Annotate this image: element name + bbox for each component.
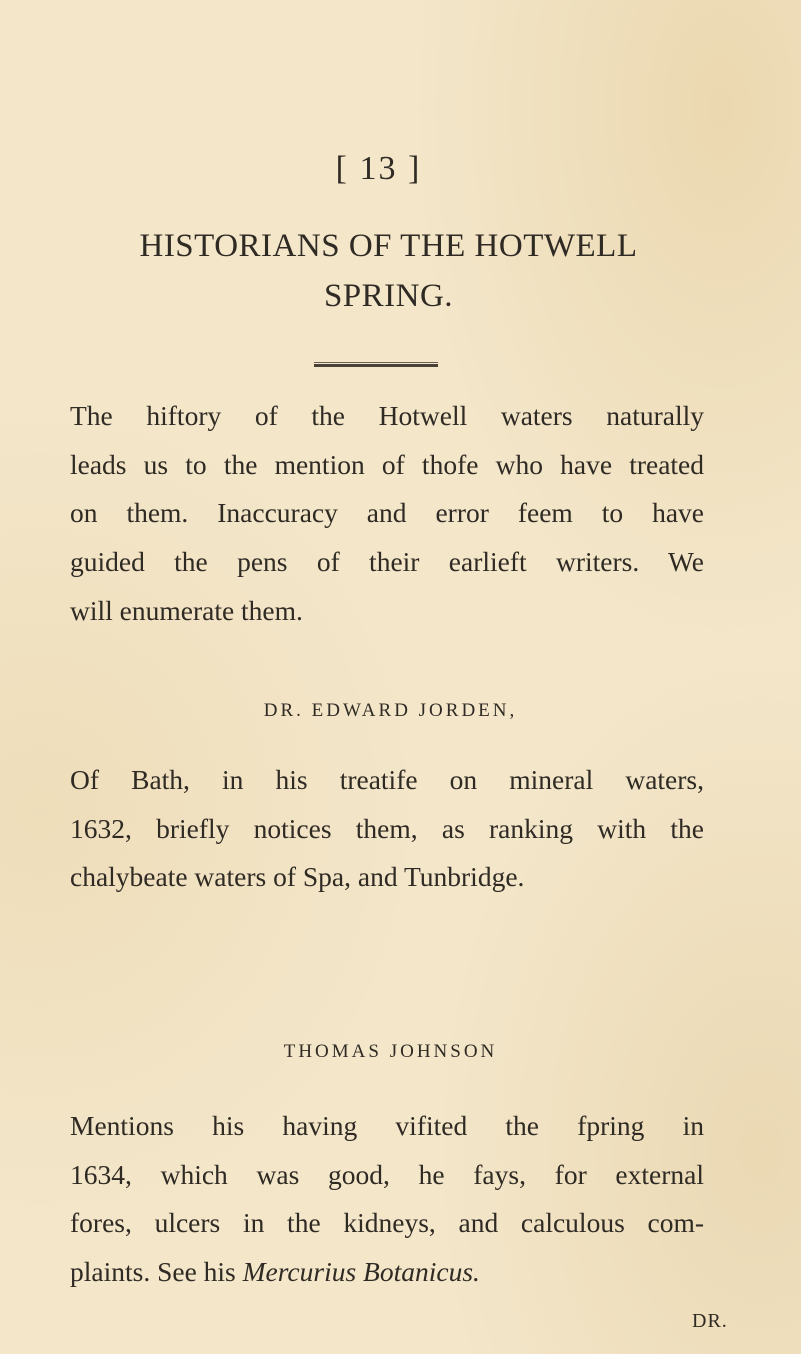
- chapter-title-line-1: HISTORIANS OF THE HOTWELL: [139, 228, 638, 264]
- text-line: fores, ulcers in the kidneys, and calculous com-: [70, 1207, 704, 1239]
- paragraph-jorden: [70, 756, 704, 902]
- paragraph-johnson: [70, 1102, 704, 1297]
- text-line: guided the pens of their earlieft writers. We: [70, 546, 704, 578]
- chapter-title-line-2: SPRING.: [323, 278, 454, 314]
- text-fragment: plaints. See his: [70, 1256, 243, 1288]
- text-line: The hiftory of the Hotwell waters naturally: [70, 400, 704, 431]
- text-line: on them. Inaccuracy and error feem to have: [70, 497, 704, 529]
- page-number: [ 13 ]: [335, 150, 422, 187]
- text-line: Of Bath, in his treatife on mineral waters,: [70, 764, 704, 795]
- section-heading-johnson: THOMAS JOHNSON: [283, 1041, 498, 1062]
- text-line: Mentions his having vifited the fpring in: [70, 1110, 704, 1141]
- catchword: DR.: [692, 1310, 728, 1332]
- section-heading-jorden: DR. EDWARD JORDEN,: [263, 700, 518, 721]
- ornamental-rule: [314, 364, 438, 367]
- book-title: Mercurius Botanicus.: [242, 1256, 480, 1288]
- text-line: 1634, which was good, he fays, for external: [70, 1158, 704, 1190]
- text-line: will enumerate them.: [70, 594, 303, 626]
- text-line: chalybeate waters of Spa, and Tunbridge.: [70, 861, 525, 893]
- paragraph-intro: [70, 392, 704, 636]
- text-line: leads us to the mention of thofe who have treated: [70, 448, 704, 480]
- text-line-with-title: [70, 1248, 704, 1297]
- text-line: 1632, briefly notices them, as ranking with the: [70, 812, 704, 844]
